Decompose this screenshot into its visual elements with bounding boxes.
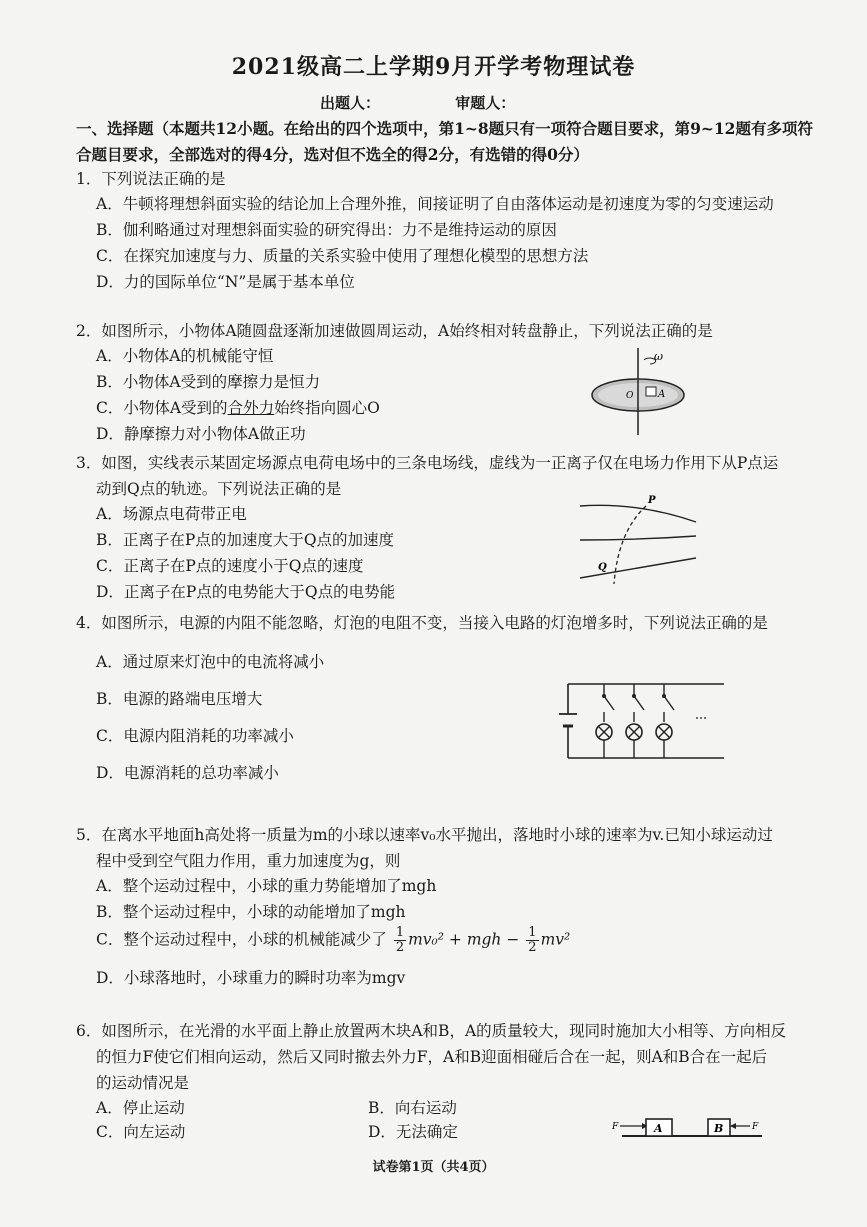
q5-option-b: B．整个运动过程中，小球的动能增加了mgh <box>96 903 406 921</box>
q5-option-c-post: mv² <box>540 930 571 949</box>
force-left-label: F <box>612 1122 619 1132</box>
ion-trajectory <box>614 506 646 584</box>
q3-option-b: B．正离子在P点的加速度大于Q点的加速度 <box>96 531 395 549</box>
q5-fraction-1 <box>394 926 406 955</box>
q1-option-c: C．在探究加速度与力、质量的关系实验中使用了理想化模型的思想方法 <box>96 247 589 265</box>
q5-option-c-mid: mv₀² + mgh − <box>408 930 520 949</box>
block-a-label: A <box>654 1122 663 1135</box>
block-b-label: B <box>714 1122 724 1135</box>
q3-field-lines-figure <box>578 492 698 592</box>
q2-option-c <box>96 396 380 418</box>
q5-fraction-1-den: 2 <box>395 940 405 955</box>
question-3-stem-line-1: 3．如图，实线表示某固定场源点电荷电场中的三条电场线，虚线为一正离子仅在电场力作用下从P点运 <box>76 454 779 472</box>
force-right-arrowhead <box>730 1123 736 1129</box>
q2-option-c-pre: C．小物体A受到的 <box>96 399 228 417</box>
page-footer: 试卷第1页（共4页） <box>372 1160 495 1175</box>
branch-1 <box>596 684 614 758</box>
q5-fraction-1-num: 1 <box>395 925 405 940</box>
question-2-stem: 2．如图所示，小物体A随圆盘逐渐加速做圆周运动，A始终相对转盘静止，下列说法正确的是 <box>76 322 713 340</box>
q1-option-d: D．力的国际单位“N”是属于基本单位 <box>96 273 355 291</box>
question-3-stem-line-2: 动到Q点的轨迹。下列说法正确的是 <box>96 480 342 498</box>
question-4-stem: 4．如图所示，电源的内阻不能忽略，灯泡的电阻不变，当接入电路的灯泡增多时，下列说法正确的是 <box>76 614 768 632</box>
branch-2 <box>626 684 644 758</box>
q2-option-b: B．小物体A受到的摩擦力是恒力 <box>96 373 321 391</box>
point-q-label: Q <box>598 562 607 573</box>
q4-circuit-figure <box>556 678 726 764</box>
q3-option-d: D．正离子在P点的电势能大于Q点的电势能 <box>96 583 396 601</box>
force-right-label: F <box>752 1122 759 1132</box>
q4-option-a: A．通过原来灯泡中的电流将减小 <box>96 653 325 671</box>
q6-blocks-figure <box>612 1112 772 1142</box>
authors-line <box>320 92 585 113</box>
question-5-stem-line-1: 5．在离水平地面h高处将一质量为m的小球以速率v₀水平抛出，落地时小球的速率为v.已知小球运动过 <box>76 826 773 844</box>
question-1-stem: 1．下列说法正确的是 <box>76 170 226 188</box>
q5-fraction-2-num: 1 <box>528 925 537 940</box>
q5-fraction-2-den: 2 <box>528 940 537 955</box>
field-line-1 <box>580 505 696 522</box>
question-6-stem-line-1: 6．如图所示，在光滑的水平面上静止放置两木块A和B，A的质量较大，现同时施加大小相等、方向相反 <box>76 1022 787 1040</box>
question-6-stem-line-3: 的运动情况是 <box>96 1074 190 1092</box>
q4-option-b: B．电源的路端电压增大 <box>96 690 263 708</box>
switch-3 <box>664 696 674 710</box>
q2-option-c-post: 始终指向圆心O <box>274 399 380 417</box>
q4-option-c: C．电源内阻消耗的功率减小 <box>96 727 294 745</box>
switch-1 <box>604 696 614 710</box>
q6-option-d: D．无法确定 <box>368 1123 458 1141</box>
q5-option-d: D．小球落地时，小球重力的瞬时功率为mgv <box>96 969 406 987</box>
q5-option-c <box>96 926 570 955</box>
block-a-shape <box>646 387 656 396</box>
q3-option-a: A．场源点电荷带正电 <box>96 505 247 523</box>
switch-2 <box>634 696 644 710</box>
center-o-label: O <box>626 391 634 401</box>
q2-option-d: D．静摩擦力对小物体A做正功 <box>96 425 306 443</box>
q1-option-a: A．牛顿将理想斜面实验的结论加上合理外推，间接证明了自由落体运动是初速度为零的匀变速运动 <box>96 195 774 213</box>
block-a-label: A <box>658 389 666 400</box>
q3-option-c: C．正离子在P点的速度小于Q点的速度 <box>96 557 364 575</box>
question-5-stem-line-2: 程中受到空气阻力作用，重力加速度为g，则 <box>96 852 401 870</box>
reviewer-label: 审题人： <box>455 94 516 112</box>
omega-label: ω <box>654 350 663 363</box>
q1-option-b: B．伽利略通过对理想斜面实验的研究得出：力不是维持运动的原因 <box>96 221 557 239</box>
point-p-label: P <box>648 495 656 506</box>
setter-label: 出题人： <box>320 94 381 112</box>
branch-3 <box>656 684 674 758</box>
exam-title: 2021级高二上学期9月开学考物理试卷 <box>231 54 636 80</box>
question-6-stem-line-2: 的恒力F使它们相向运动，然后又同时撤去外力F，A和B迎面相碰后合在一起，则A和B合在一起后 <box>96 1048 768 1066</box>
q5-option-a: A．整个运动过程中，小球的重力势能增加了mgh <box>96 877 437 895</box>
section-heading: 一、选择题（本题共12小题。在给出的四个选项中，第1~8题只有一项符合题目要求，第9~12题有多项符合题目要求，全部选对的得4分，选对但不选全的得2分，有选错的得0分） <box>76 119 813 164</box>
field-line-2 <box>580 536 696 540</box>
q6-option-c: C．向左运动 <box>96 1123 186 1141</box>
q6-option-b: B．向右运动 <box>368 1099 457 1117</box>
q2-option-a: A．小物体A的机械能守恒 <box>96 347 274 365</box>
q5-fraction-2 <box>526 926 538 955</box>
q4-option-d: D．电源消耗的总功率减小 <box>96 764 279 782</box>
q2-disk-figure <box>588 340 688 440</box>
q2-option-c-underlined: 合外力 <box>227 399 275 417</box>
q5-option-c-pre: C．整个运动过程中，小球的机械能减少了 <box>96 930 387 949</box>
q6-option-a: A．停止运动 <box>96 1099 185 1117</box>
